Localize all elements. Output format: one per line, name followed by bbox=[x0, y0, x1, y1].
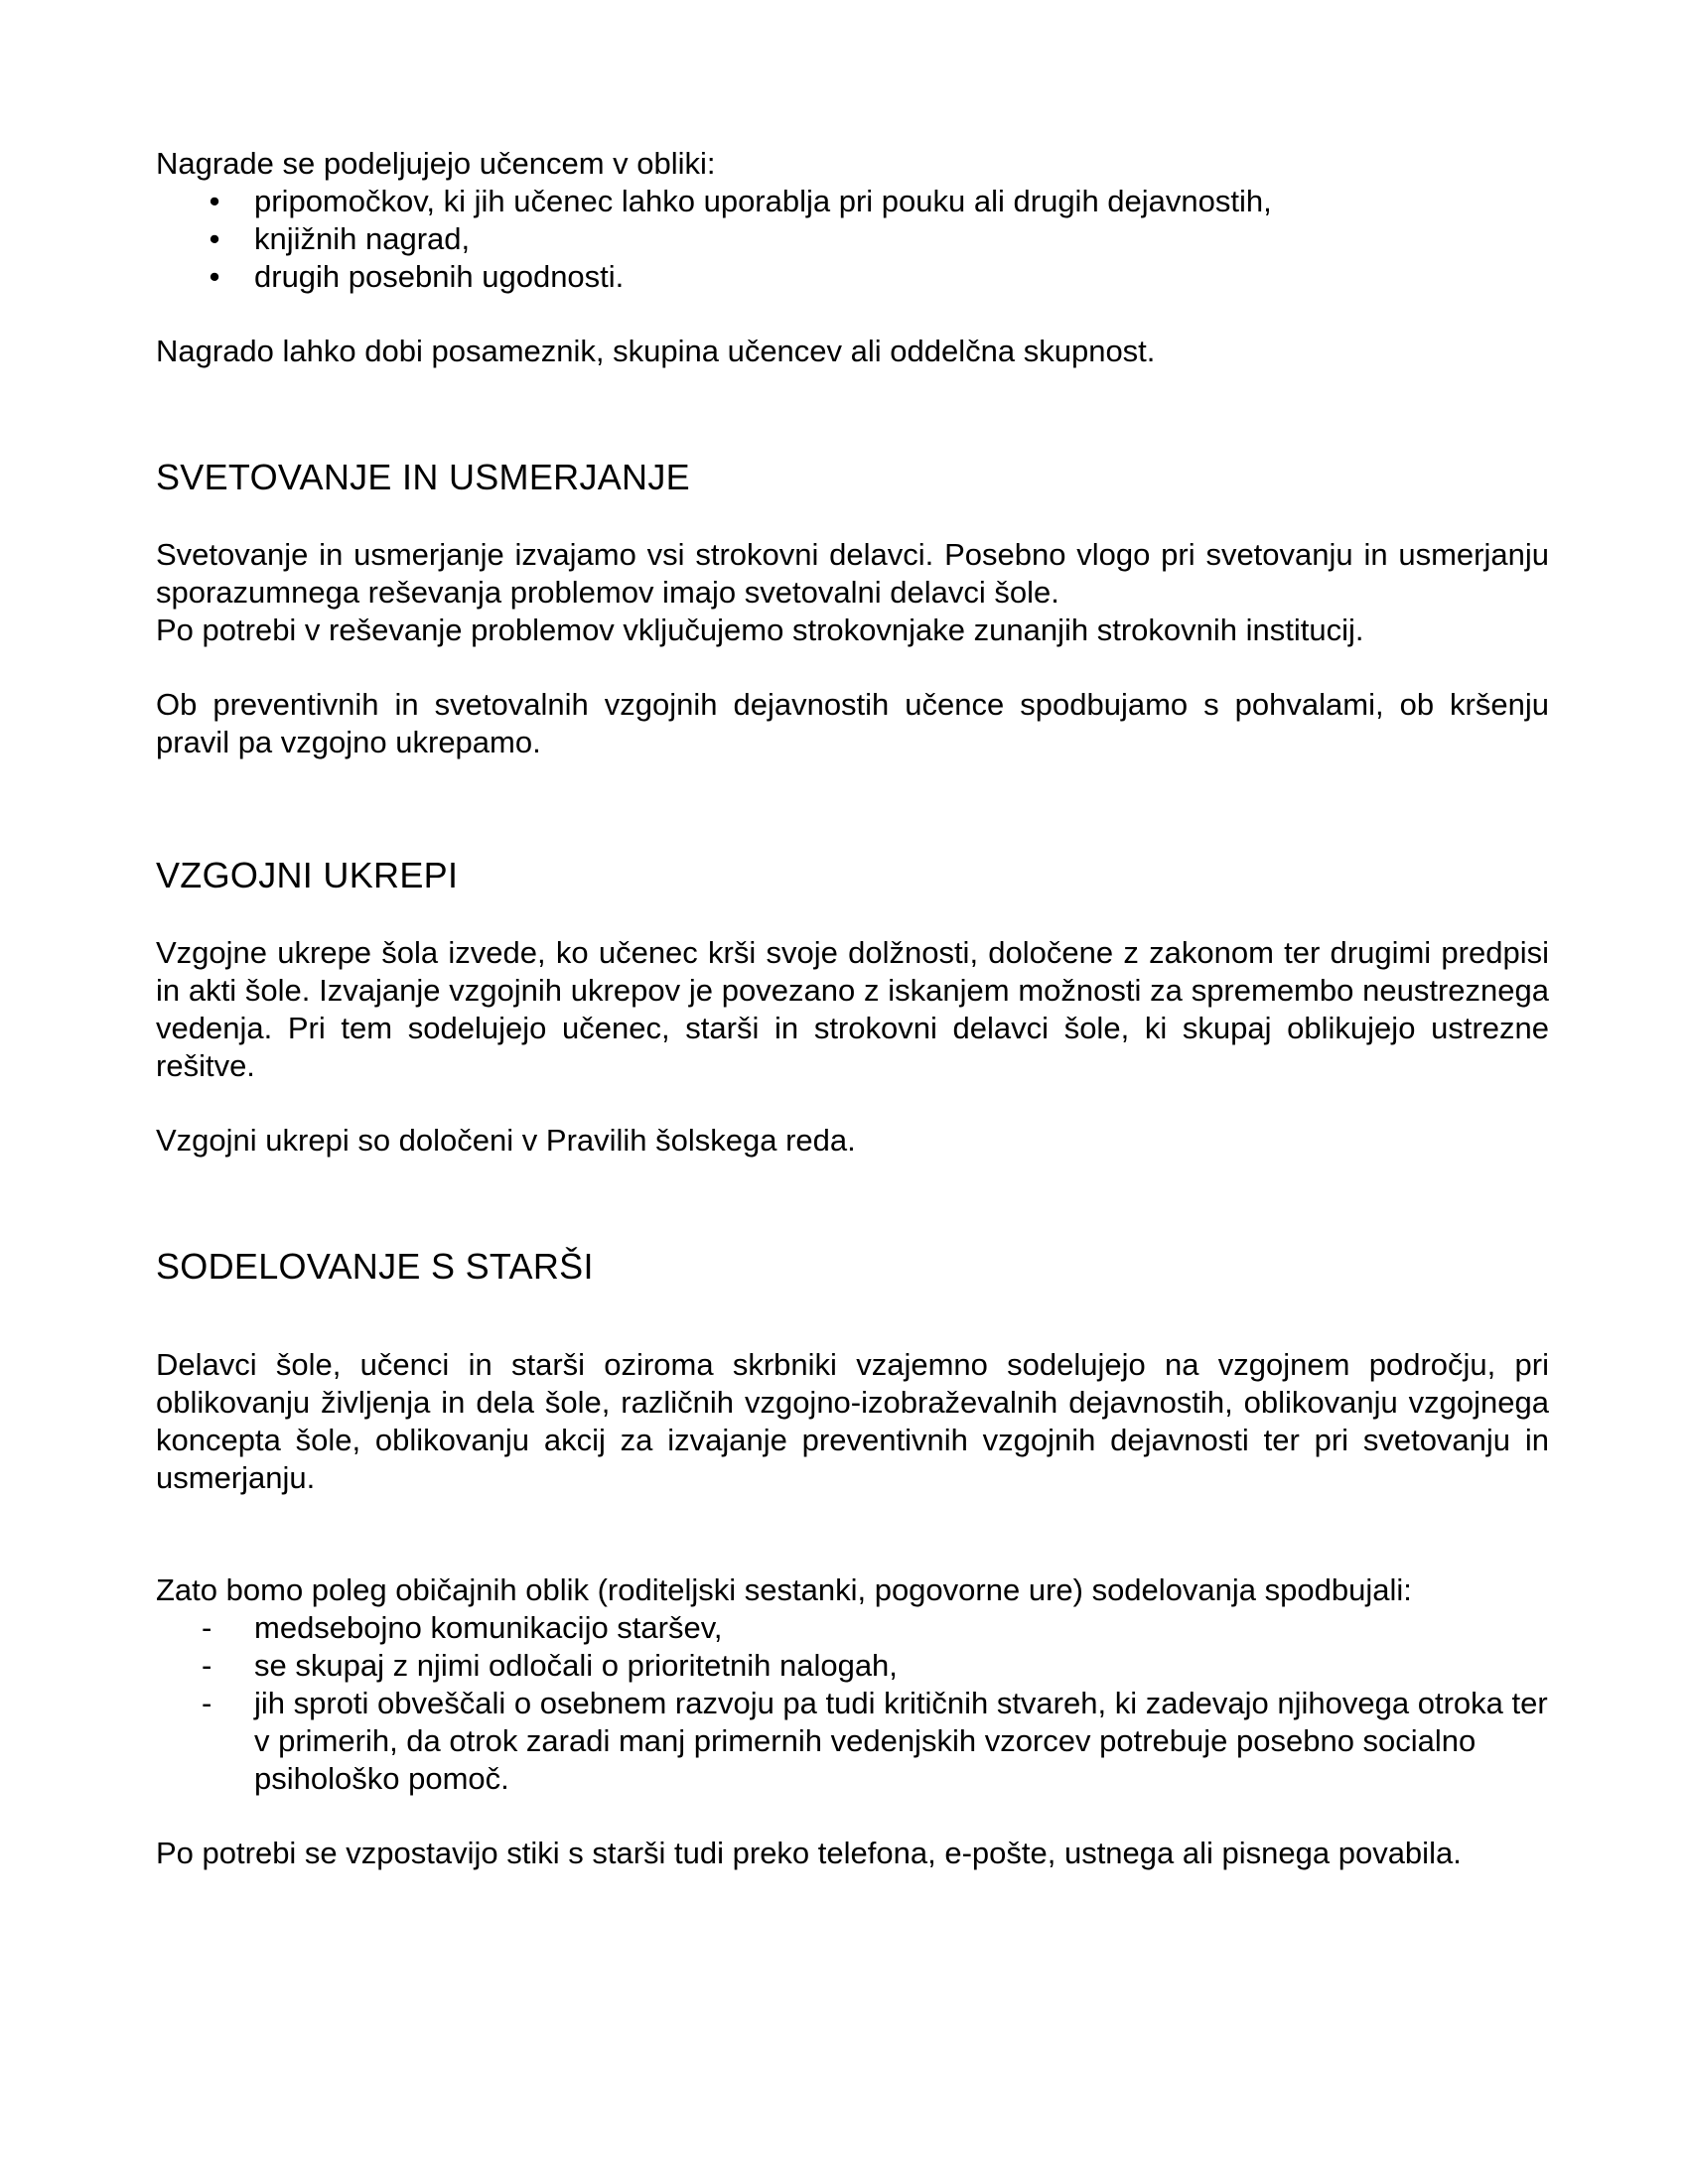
awards-intro: Nagrade se podeljujejo učencem v obliki: bbox=[156, 146, 716, 181]
section-heading-counseling: SVETOVANJE IN USMERJANJE bbox=[156, 457, 690, 497]
list-item bbox=[202, 1647, 1549, 1685]
list-item-text: pripomočkov, ki jih učenec lahko uporablja pri pouku ali drugih dejavnostih, bbox=[254, 184, 1272, 218]
counseling-paragraph-2: Ob preventivnih in svetovalnih vzgojnih dejavnostih učence spodbujamo s pohvalami, ob kršenju pravil pa vzgojno ukrepamo. bbox=[156, 687, 1549, 759]
measures-paragraph-1: Vzgojne ukrepe šola izvede, ko učenec krši svoje dolžnosti, določene z zakonom ter drugimi predpisi in akti šole. Izvajanje vzgojnih ukrepov je povezano z iskanjem možnosti za spremembo neustreznega vedenja. Pri tem sodelujejo učenec, starši in strokovni delavci šole, ki skupaj oblikujejo ustrezne rešitve. bbox=[156, 935, 1549, 1083]
dash-icon: - bbox=[202, 1610, 212, 1645]
list-item bbox=[209, 258, 1549, 296]
bullet-icon: • bbox=[209, 184, 220, 218]
list-item-text: knjižnih nagrad, bbox=[254, 221, 471, 256]
dash-icon: - bbox=[202, 1686, 212, 1720]
parents-paragraph-1: Delavci šole, učenci in starši oziroma skrbniki vzajemno sodelujejo na vzgojnem področju, pri oblikovanju življenja in dela šole, različnih vzgojno-izobraževalnih dejavnostih, oblikovanju vzgojnega koncepta šole, oblikovanju akcij za izvajanje preventivnih vzgojnih dejavnosti ter pri svetovanju in usmerjanju. bbox=[156, 1347, 1549, 1495]
counseling-paragraph-1: Svetovanje in usmerjanje izvajamo vsi strokovni delavci. Posebno vlogo pri svetovanju in usmerjanju sporazumnega reševanja problemov imajo svetovalni delavci šole. bbox=[156, 537, 1549, 610]
awards-recipients: Nagrado lahko dobi posameznik, skupina učencev ali oddelčna skupnost. bbox=[156, 334, 1156, 368]
section-heading-measures: VZGOJNI UKREPI bbox=[156, 855, 459, 895]
parents-intro: Zato bomo poleg običajnih oblik (roditeljski sestanki, pogovorne ure) sodelovanja spodbujali: bbox=[156, 1572, 1412, 1607]
document-body bbox=[156, 145, 1549, 1872]
parents-closing: Po potrebi se vzpostavijo stiki s starši tudi preko telefona, e-pošte, ustnega ali pisnega povabila. bbox=[156, 1836, 1462, 1870]
bullet-icon: • bbox=[209, 221, 220, 256]
list-item bbox=[202, 1685, 1549, 1798]
section-heading-parents: SODELOVANJE S STARŠI bbox=[156, 1246, 594, 1287]
bullet-icon: • bbox=[209, 259, 220, 294]
list-item bbox=[209, 220, 1549, 258]
list-item bbox=[202, 1609, 1549, 1647]
parents-list bbox=[156, 1609, 1549, 1798]
list-item-text: drugih posebnih ugodnosti. bbox=[254, 259, 625, 294]
awards-list bbox=[156, 183, 1549, 296]
list-item-text: medsebojno komunikacijo staršev, bbox=[254, 1610, 723, 1645]
measures-paragraph-2: Vzgojni ukrepi so določeni v Pravilih šolskega reda. bbox=[156, 1123, 856, 1158]
list-item-text: jih sproti obveščali o osebnem razvoju pa tudi kritičnih stvareh, ki zadevajo njihovega otroka ter v primerih, da otrok zaradi manj primernih vedenjskih vzorcev potrebuje posebno socialno psihološko pomoč. bbox=[254, 1686, 1548, 1796]
list-item bbox=[209, 183, 1549, 220]
counseling-paragraph-1b: Po potrebi v reševanje problemov vključujemo strokovnjake zunanjih strokovnih institucij. bbox=[156, 613, 1364, 647]
dash-icon: - bbox=[202, 1648, 212, 1683]
list-item-text: se skupaj z njimi odločali o prioritetnih nalogah, bbox=[254, 1648, 898, 1683]
